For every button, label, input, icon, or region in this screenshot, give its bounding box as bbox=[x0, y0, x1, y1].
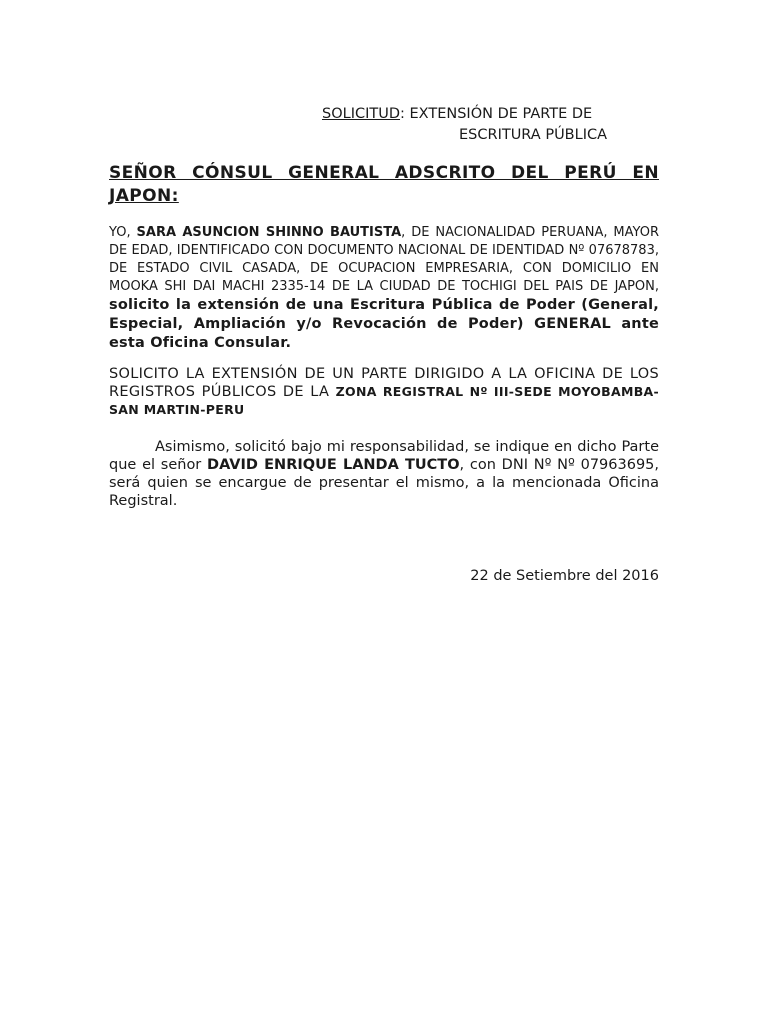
applicant-name: SARA ASUNCION SHINNO BAUTISTA bbox=[136, 225, 402, 240]
subject-label: SOLICITUD bbox=[322, 106, 401, 122]
addressee-heading-text: SEÑOR CÓNSUL GENERAL ADSCRITO DEL PERÚ EN JAPON: bbox=[109, 163, 659, 206]
addressee-heading bbox=[109, 162, 659, 208]
p3-text-1: Asimismo, solicitó bajo mi responsabilidad, se indique en dicho Parte que el señor bbox=[109, 439, 659, 473]
subject-block bbox=[322, 104, 607, 146]
p2-text-1: SOLICITO LA EXTENSIÓN DE UN PARTE DIRIGIDO A LA OFICINA DE LOS REGISTROS PÚBLICOS DE LA bbox=[109, 366, 659, 400]
p1-text-1: YO, bbox=[109, 225, 137, 240]
p2-registry-zone: ZONA REGISTRAL Nº III-SEDE MOYOBAMBA-SAN MARTIN-PERU bbox=[109, 384, 659, 417]
p1-request: solicito la extensión de una Escritura Pública de Poder (General, Especial, Ampliación y/o Revocación de Poder) GENERAL ante esta Oficina Consular. bbox=[109, 297, 659, 351]
subject-line-1: EXTENSIÓN DE PARTE DE bbox=[409, 106, 593, 122]
paragraph-delegate bbox=[109, 438, 659, 510]
document-date: 22 de Setiembre del 2016 bbox=[470, 568, 659, 584]
delegate-name: DAVID ENRIQUE LANDA TUCTO bbox=[207, 457, 460, 473]
paragraph-identity bbox=[109, 224, 659, 353]
subject-separator: : bbox=[400, 106, 410, 122]
p3-text-2: , con DNI Nº Nº 07963695, será quien se encargue de presentar el mismo, a la mencionada Oficina Registral. bbox=[109, 457, 660, 509]
subject-line-2: ESCRITURA PÚBLICA bbox=[459, 127, 608, 143]
p1-text-2: , DE NACIONALIDAD PERUANA, MAYOR DE EDAD, IDENTIFICADO CON DOCUMENTO NACIONAL DE IDENTIDAD Nº 07678783, DE ESTADO CIVIL CASADA, DE OCUPACION EMPRESARIA, CON DOMICILIO EN MOOKA SHI DAI MACHI 2335-14 DE LA CIUDAD DE TOCHIGI DEL PAIS DE JAPON, bbox=[109, 225, 659, 294]
paragraph-request bbox=[109, 365, 659, 419]
